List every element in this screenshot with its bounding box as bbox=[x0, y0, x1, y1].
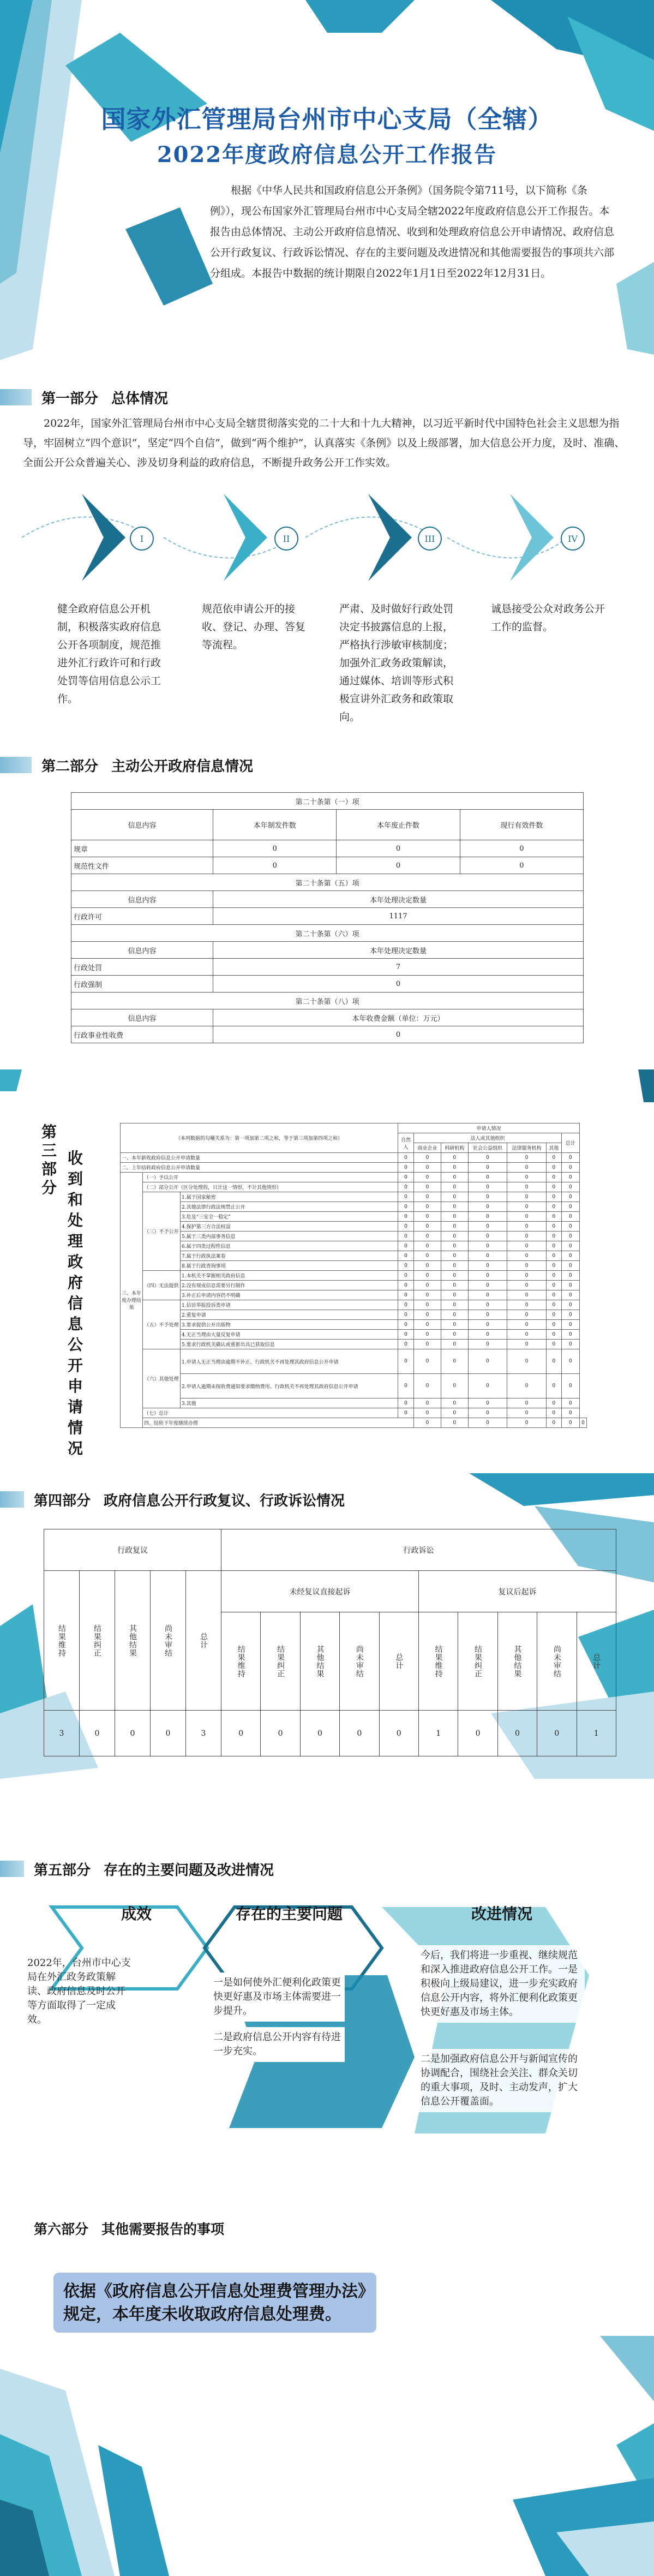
table-header: 结果纠正 bbox=[276, 1645, 285, 1678]
table-row: 四、结转下年度继续办理 0 0 0 0 0 0 0 bbox=[121, 1418, 587, 1428]
table-row: （五）不予处理 1.信访举报投诉类申请 0 0 0 0 0 0 0 bbox=[121, 1300, 587, 1310]
flow-step-1-text: 健全政府信息公开机制，积极落实政府信息公开各项制度，规范推进外汇行政许可和行政处罚等信用信息公示工作。 bbox=[57, 603, 161, 705]
part5-col1-text: 2022年，台州市中心支局在外汇政务政策解读、政府信息及时公开等方面取得了一定成效。 bbox=[27, 1957, 131, 2025]
intro-paragraph: 根据《中华人民共和国政府信息公开条例》（国务院令第711号，以下简称《条例》），现公布国家外汇管理局台州市中心支局全辖2022年度政府信息公开工作报告。本报告由总体情况、主动公开政府信息情况、收到和处理政府信息公开申请情况、政府信息公开行政复议、行政诉讼情况、存在的主要问题及改进情况和其他需要报告的事项共六部分组成。本报告中数据的统计期限自2022年1月1日至2022年12月31日。 bbox=[210, 184, 615, 279]
table-header: 行政诉讼 bbox=[221, 1529, 616, 1571]
table-row: 3.补正后申请内容仍不明确 0 0 0 0 0 0 0 bbox=[121, 1290, 587, 1300]
table-row: 规章 0 0 0 bbox=[71, 840, 584, 857]
part4-title: 政府信息公开行政复议、行政诉讼情况 bbox=[104, 1492, 345, 1509]
table-row: 8.属于行政查询事项 0 0 0 0 0 0 0 bbox=[121, 1261, 587, 1271]
flow-arrows bbox=[0, 494, 654, 581]
table-row: 2.其他法律行政法规禁止公开 0 0 0 0 0 0 0 bbox=[121, 1202, 587, 1212]
table-row: 2.没有现成信息需要另行制作 0 0 0 0 0 0 0 bbox=[121, 1281, 587, 1290]
table-row: （六）其他处理 1.申请人无正当理由逾期不补正、行政机关不再处理其政府信息公开申请 0 0 0 0 0 0 0 bbox=[121, 1349, 587, 1374]
table-header: （本列数据的勾稽关系为：第一项加第二项之和，等于第三项加第四项之和） bbox=[121, 1123, 398, 1153]
table-row: 5.要求行政机关确认或重新出具已获取信息 0 0 0 0 0 0 0 bbox=[121, 1340, 587, 1349]
section-bar-icon bbox=[0, 2220, 24, 2237]
part1-label: 第一部分 bbox=[41, 390, 99, 407]
flow-step-4-number: IV bbox=[561, 527, 585, 551]
table-row: 行政强制 0 bbox=[71, 976, 584, 993]
table-section-header: 第二十条第（五）项 bbox=[71, 874, 584, 891]
table-header: 未经复议直接起诉 bbox=[221, 1571, 419, 1612]
table-header: 结果维持 bbox=[236, 1645, 245, 1678]
part6-title: 其他需要报告的事项 bbox=[101, 2221, 225, 2237]
table-row: 3 0 0 0 3 0 0 0 0 0 1 0 0 0 1 bbox=[44, 1711, 616, 1756]
part5-title: 存在的主要问题及改进情况 bbox=[104, 1862, 274, 1879]
table-row: 行政事业性收费 0 bbox=[71, 1026, 584, 1043]
flow-step-3-text: 严肃、及时做好行政处罚决定书披露信息的上报，严格执行涉敏审核制度；加强外汇政务政策解读，通过媒体、培训等形式积极宣讲外汇政务和政策取向。 bbox=[339, 603, 454, 723]
table-header: 社会公益组织 bbox=[468, 1143, 507, 1153]
flow-step-4-text: 诚恳接受公众对政务公开工作的监督。 bbox=[491, 603, 605, 633]
flow-step-1-number: I bbox=[130, 527, 154, 551]
table-header: 本年处理决定数量 bbox=[213, 891, 584, 908]
part1-title: 总体情况 bbox=[111, 390, 169, 407]
part1-paragraph: 2022年，国家外汇管理局台州市中心支局全辖贯彻落实党的二十大和十九大精神，以习近平新时代中国特色社会主义思想为指导，牢固树立“四个意识”，坚定“四个自信”，做到“两个维护”，认真落实《条例》以及上级部署，加大信息公开力度，及时、准确、全面公开公众普遍关心、涉及切身利益的政府信息，不断提升政务公开工作实效。 bbox=[23, 417, 625, 469]
table-header: 本年收费金额（单位：万元） bbox=[213, 1009, 584, 1026]
part5-col2-text-1: 一是如何使外汇便利化政策更快更好惠及市场主体需要进一步提升。 bbox=[210, 1973, 345, 2022]
table-row: （二）部分公开（区分处理的，只计这一情形，不计其他情形） 0 0 0 0 0 0 0 bbox=[121, 1182, 587, 1192]
table-row: 4.保护第三方合法权益 0 0 0 0 0 0 0 bbox=[121, 1222, 587, 1232]
table-header: 信息内容 bbox=[71, 942, 213, 959]
table-header: 结果维持 bbox=[57, 1624, 66, 1657]
table-header: 其他结果 bbox=[315, 1645, 325, 1678]
table-header: 其他结果 bbox=[128, 1624, 137, 1657]
table-header: 信息内容 bbox=[71, 891, 213, 908]
table-header: 尚未审结 bbox=[164, 1624, 172, 1657]
table-header: 总计 bbox=[394, 1653, 404, 1670]
table-row: 行政处罚 7 bbox=[71, 959, 584, 976]
table-section-header: 第二十条第（八）项 bbox=[71, 993, 584, 1009]
part5-col1-heading: 成效 bbox=[121, 1905, 152, 1923]
table-header: 信息内容 bbox=[71, 1009, 213, 1026]
section-bar-icon bbox=[0, 1861, 24, 1877]
table-header: 复议后起诉 bbox=[418, 1571, 616, 1612]
part5-col2-text-2: 二是政府信息公开内容有待进一步充实。 bbox=[210, 2027, 345, 2062]
part6-notice-box: 依据《政府信息公开信息处理费管理办法》规定，本年度未收取政府信息处理费。 bbox=[53, 2273, 376, 2333]
table-row: 二、上年结转政府信息公开申请数量 0 0 0 0 0 0 0 bbox=[121, 1163, 587, 1173]
flow-step-2-text: 规范依申请公开的接收、登记、办理、答复等流程。 bbox=[202, 603, 306, 651]
table-header: 行政复议 bbox=[44, 1529, 221, 1571]
table-header: 结果维持 bbox=[434, 1645, 443, 1678]
table-header: 总计 bbox=[561, 1133, 579, 1153]
table-header: 商业企业 bbox=[414, 1143, 441, 1153]
table-row: （四）无法提供 1.本机关不掌握相关政府信息 0 0 0 0 0 0 0 bbox=[121, 1271, 587, 1281]
table-header: 结果纠正 bbox=[473, 1645, 483, 1678]
table-header: 其他 bbox=[546, 1143, 561, 1153]
part3-title: 收 到 和 处 理 政 府 信 息 公 开 申 请 情 况 bbox=[67, 1149, 83, 1457]
table-header: 尚未审结 bbox=[552, 1645, 561, 1678]
part5-col3-heading: 改进情况 bbox=[471, 1905, 532, 1923]
table-header: 本年废止件数 bbox=[337, 810, 460, 840]
part3-label: 第 三 部 分 bbox=[41, 1123, 57, 1197]
flow-step-3-number: III bbox=[418, 527, 442, 551]
table-row: 3.要求提供公开出版物 0 0 0 0 0 0 0 bbox=[121, 1320, 587, 1330]
part5-col2-heading: 存在的主要问题 bbox=[235, 1905, 343, 1923]
part5-col3-text-2: 二是加强政府信息公开与新闻宣传的协调配合，围绕社会关注、群众关切的重大事项，及时、主动发声，扩大信息公开覆盖面。 bbox=[417, 2049, 585, 2112]
table-header: 本年处理决定数量 bbox=[213, 942, 584, 959]
table-row: 三、本年度办理结果 （一）予以公开 0 0 0 0 0 0 0 bbox=[121, 1173, 587, 1182]
table-row: 4.无正当理由大量反复申请 0 0 0 0 0 0 0 bbox=[121, 1330, 587, 1340]
table-header: 总计 bbox=[592, 1653, 601, 1670]
table-header: 申请人情况 bbox=[398, 1123, 580, 1133]
table-section-header: 第二十条第（一）项 bbox=[71, 793, 584, 810]
table-row: 一、本年新收政府信息公开申请数量 0 0 0 0 0 0 0 bbox=[121, 1153, 587, 1163]
part2-title: 主动公开政府信息情况 bbox=[111, 758, 254, 775]
report-subtitle: 2022年度政府信息公开工作报告 bbox=[157, 142, 497, 168]
table-header: 本年制发件数 bbox=[213, 810, 337, 840]
review-litigation-table bbox=[44, 1529, 616, 1756]
section-bar-icon bbox=[0, 757, 32, 773]
table-row: 行政许可 1117 bbox=[71, 908, 584, 925]
table-row: 规范性文件 0 0 0 bbox=[71, 857, 584, 874]
table-row: 2.重复申请 0 0 0 0 0 0 0 bbox=[121, 1310, 587, 1320]
table-row: 2.申请人逾期未按收费通知要求缴纳费用、行政机关不再处理其政府信息公开申请 0 0 0 0 0 0 0 bbox=[121, 1374, 587, 1398]
part4-heading bbox=[0, 1489, 345, 1510]
part6-label: 第六部分 bbox=[34, 2221, 89, 2237]
table-header: 自然人 bbox=[398, 1133, 414, 1153]
part5-heading bbox=[0, 1858, 274, 1880]
table-header: 科研机构 bbox=[441, 1143, 468, 1153]
part6-heading bbox=[0, 2218, 224, 2239]
table-header: 结果纠正 bbox=[93, 1624, 101, 1657]
part5-col3-text-1: 今后，我们将进一步重视、继续规范和深入推进政府信息公开工作。一是积极向上级局建议，进一步充实政府信息公开内容，将外汇便利化政策更快更好惠及市场主体。 bbox=[417, 1945, 585, 2023]
table-header: 现行有效件数 bbox=[460, 810, 583, 840]
table-row: （三）不予公开 1.属于国家秘密 0 0 0 0 0 0 0 bbox=[121, 1192, 587, 1202]
table-header: 法人或其他组织 bbox=[414, 1133, 562, 1143]
table-row: （七）总计 0 0 0 0 0 0 0 bbox=[121, 1408, 587, 1418]
part4-label: 第四部分 bbox=[34, 1492, 91, 1509]
table-row: 5.属于三类内部事务信息 0 0 0 0 0 0 0 bbox=[121, 1232, 587, 1241]
table-header: 其他结果 bbox=[513, 1645, 522, 1678]
part2-label: 第二部分 bbox=[41, 758, 99, 775]
table-header: 总计 bbox=[199, 1632, 208, 1649]
report-title: 国家外汇管理局台州市中心支局（全辖） bbox=[101, 105, 553, 134]
applications-table bbox=[120, 1123, 587, 1428]
part2-heading bbox=[0, 754, 253, 776]
flow-step-2-number: II bbox=[274, 527, 298, 551]
table-header: 尚未审结 bbox=[355, 1645, 364, 1678]
table-row: 6.属于四类过程性信息 0 0 0 0 0 0 0 bbox=[121, 1241, 587, 1251]
proactive-disclosure-table bbox=[71, 792, 584, 1043]
part1-heading bbox=[0, 386, 168, 408]
table-row: 7.属于行政执法案卷 0 0 0 0 0 0 0 bbox=[121, 1251, 587, 1261]
table-section-header: 第二十条第（六）项 bbox=[71, 925, 584, 942]
section-bar-icon bbox=[0, 1491, 24, 1508]
part2-decoration bbox=[0, 1069, 654, 1113]
section-bar-icon bbox=[0, 389, 32, 405]
footer-decoration bbox=[0, 2336, 654, 2576]
table-row: 3.危及“三安全一稳定” 0 0 0 0 0 0 0 bbox=[121, 1212, 587, 1222]
table-header: 法律服务机构 bbox=[507, 1143, 547, 1153]
table-header: 信息内容 bbox=[71, 810, 213, 840]
part5-label: 第五部分 bbox=[34, 1862, 91, 1879]
table-row: 3.其他 0 0 0 0 0 0 0 bbox=[121, 1398, 587, 1408]
